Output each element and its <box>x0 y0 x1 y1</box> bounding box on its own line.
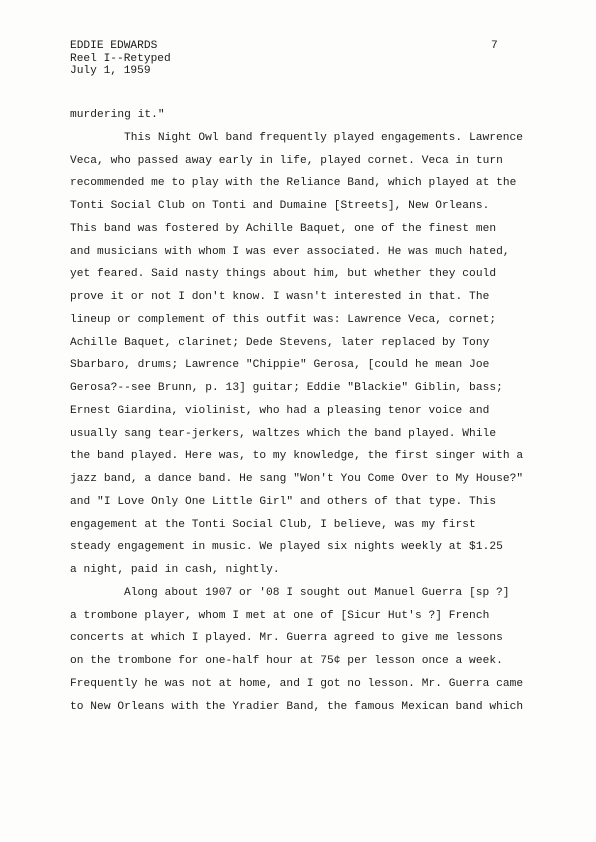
transcript-line: Ernest Giardina, violinist, who had a pleasing tenor voice and <box>70 404 490 417</box>
transcript-line: usually sang tear-jerkers, waltzes which the band played. While <box>70 427 497 440</box>
transcript-line: murdering it." <box>70 109 165 121</box>
transcript-line: Along about 1907 or '08 I sought out Manuel Guerra [sp ?] <box>124 586 510 599</box>
transcript-line: engagement at the Tonti Social Club, I believe, was my first <box>70 518 476 531</box>
transcript-line: Frequently he was not at home, and I got no lesson. Mr. Guerra came <box>70 677 524 690</box>
interview-date: July 1, 1959 <box>70 65 151 77</box>
transcript-line: Tonti Social Club on Tonti and Dumaine [Streets], New Orleans. <box>70 200 490 212</box>
page-number: 7 <box>491 40 498 52</box>
transcript-header <box>70 40 171 78</box>
transcript-line: jazz band, a dance band. He sang "Won't You Come Over to My House?" <box>70 473 524 485</box>
transcript-line: to New Orleans with the Yradier Band, the famous Mexican band which <box>70 700 524 713</box>
transcript-body <box>70 104 540 718</box>
transcript-line: This Night Owl band frequently played engagements. Lawrence <box>124 131 524 144</box>
transcript-line: lineup or complement of this outfit was: Lawrence Veca, cornet; <box>70 313 497 326</box>
transcript-line: yet feared. Said nasty things about him, but whether they could <box>70 268 497 281</box>
reel-label: Reel I--Retyped <box>70 52 171 65</box>
transcript-line: steady engagement in music. We played six nights weekly at $1.25 <box>70 541 503 554</box>
transcript-line: Veca, who passed away early in life, played cornet. Veca in turn <box>70 154 503 167</box>
transcript-line: the band played. Here was, to my knowledge, the first singer with a <box>70 450 524 463</box>
transcript-line: a night, paid in cash, nightly. <box>70 564 280 576</box>
transcript-line: Achille Baquet, clarinet; Dede Stevens, later replaced by Tony <box>70 336 490 349</box>
transcript-line: and musicians with whom I was ever associated. He was much hated, <box>70 245 510 258</box>
transcript-line: prove it or not I don't know. I wasn't interested in that. The <box>70 291 490 303</box>
interviewee-name: EDDIE EDWARDS <box>70 40 158 52</box>
transcript-line: and "I Love Only One Little Girl" and others of that type. This <box>70 495 497 508</box>
transcript-line: Sbarbaro, drums; Lawrence "Chippie" Gerosa, [could he mean Joe <box>70 359 490 372</box>
transcript-line: on the trombone for one-half hour at 75¢ per lesson once a week. <box>70 655 503 667</box>
transcript-line: Gerosa?--see Brunn, p. 13] guitar; Eddie "Blackie" Giblin, bass; <box>70 382 503 394</box>
transcript-line: concerts at which I played. Mr. Guerra agreed to give me lessons <box>70 632 503 645</box>
transcript-line: recommended me to play with the Reliance Band, which played at the <box>70 177 517 190</box>
transcript-line: a trombone player, whom I met at one of [Sicur Hut's ?] French <box>70 609 490 622</box>
transcript-line: This band was fostered by Achille Baquet, one of the finest men <box>70 222 497 235</box>
